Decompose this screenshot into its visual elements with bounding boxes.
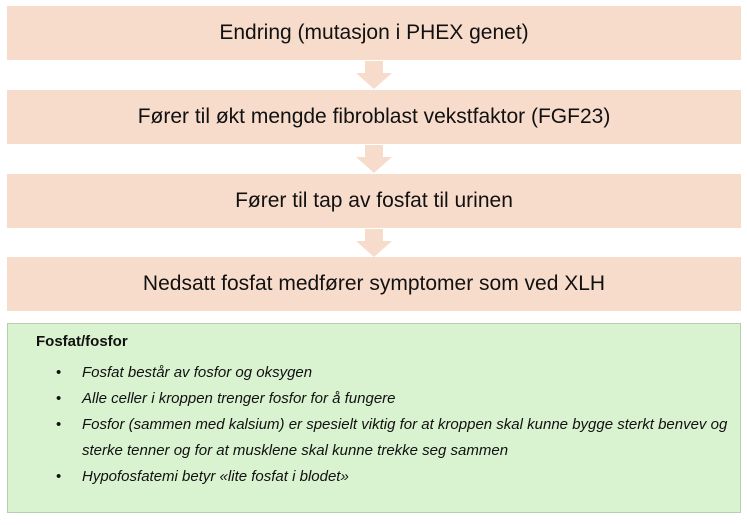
flow-step-mutation [7,6,741,60]
bullet-icon: • [56,468,62,485]
flow-step-label: Nedsatt fosfat medfører symptomer som ved XLH [142,272,606,295]
flow-step-symptoms [7,257,741,311]
bullet-text: Fosfat består av fosfor og oksygen [82,364,313,381]
flow-step-phosphate-loss [7,174,741,228]
flow-step-label: Fører til tap av fosfat til urinen [235,189,513,212]
flow-step-label: Endring (mutasjon i PHEX genet) [219,21,529,44]
bullet-text: Alle celler i kroppen trenger fosfor for å fungere [82,390,396,407]
flow-step-label: Fører til økt mengde fibroblast vekstfaktor (FGF23) [137,105,611,128]
bullet-icon: • [56,416,62,433]
bullet-icon: • [56,390,62,407]
down-arrow-icon [356,229,392,257]
bullet-icon: • [56,364,62,381]
bullet-text: Fosfor (sammen med kalsium) er spesielt viktig for at kroppen skal kunne bygge sterkt benvev og sterke tenner og for at musklene skal kunne trekke seg sammen [82,416,728,459]
flow-step-fgf23 [7,90,741,144]
list-item [52,360,732,386]
list-item [52,412,732,464]
info-title: Fosfat/fosfor [36,333,128,350]
info-box-phosphate [7,323,741,513]
down-arrow-icon [356,145,392,173]
down-arrow-icon [356,61,392,89]
info-bullet-list [52,360,732,490]
list-item [52,464,732,490]
bullet-text: Hypofosfatemi betyr «lite fosfat i blodet» [82,468,349,485]
list-item [52,386,732,412]
